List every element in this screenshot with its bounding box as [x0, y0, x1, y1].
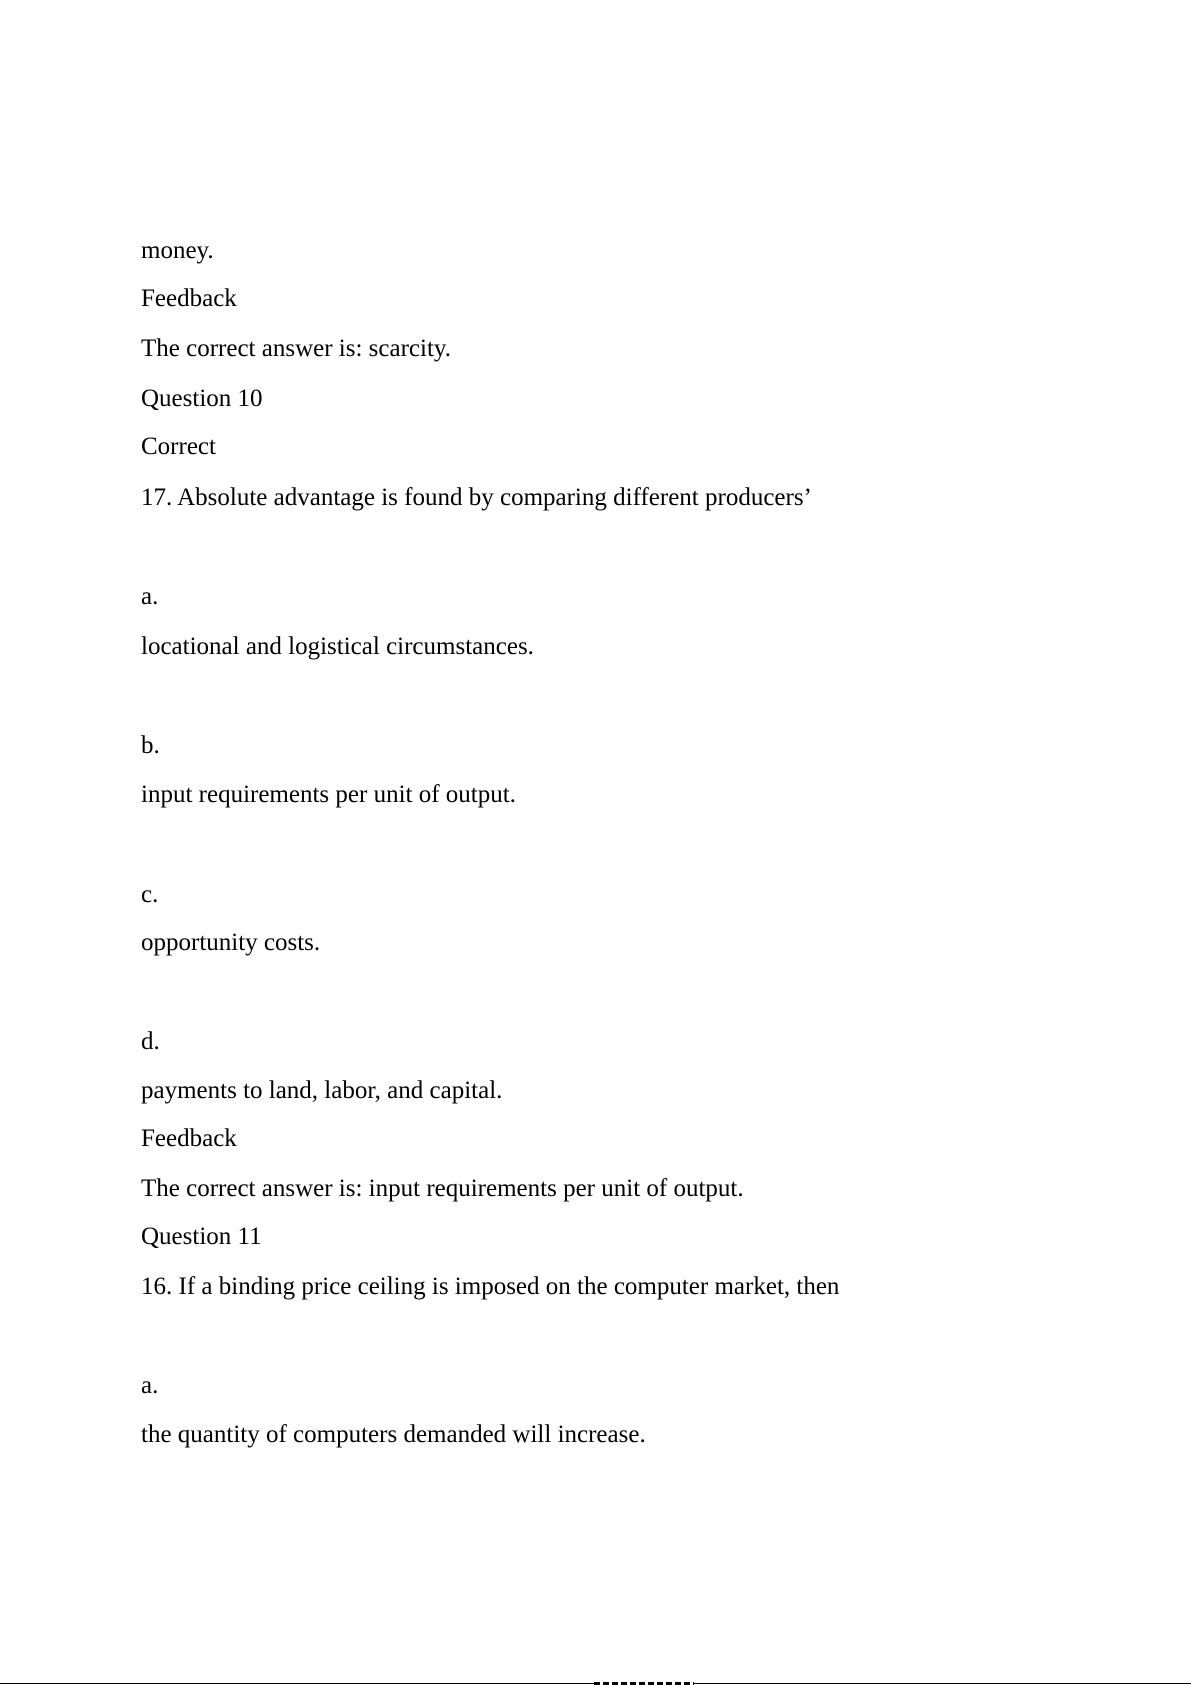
- option-text: payments to land, labor, and capital.: [141, 1077, 503, 1104]
- option-text: opportunity costs.: [141, 929, 321, 956]
- question-number: Question 10: [141, 385, 263, 412]
- correct-answer-text: The correct answer is: input requirements per unit of output.: [141, 1175, 744, 1202]
- feedback-heading: Feedback: [141, 1125, 237, 1152]
- feedback-heading: Feedback: [141, 285, 237, 312]
- answer-fragment: money.: [141, 237, 214, 264]
- option-letter: a.: [141, 1372, 159, 1399]
- option-letter: d.: [141, 1028, 160, 1055]
- option-letter: a.: [141, 583, 159, 610]
- option-text: locational and logistical circumstances.: [141, 633, 534, 660]
- option-letter: b.: [141, 732, 160, 759]
- question-prompt: 16. If a binding price ceiling is imposed on the computer market, then: [141, 1273, 840, 1300]
- question-prompt: 17. Absolute advantage is found by comparing different producers’: [141, 484, 812, 511]
- option-text: the quantity of computers demanded will increase.: [141, 1421, 646, 1448]
- option-text: input requirements per unit of output.: [141, 781, 516, 808]
- option-letter: c.: [141, 881, 159, 908]
- question-number: Question 11: [141, 1223, 262, 1250]
- correct-answer-text: The correct answer is: scarcity.: [141, 335, 452, 362]
- question-status: Correct: [141, 433, 216, 460]
